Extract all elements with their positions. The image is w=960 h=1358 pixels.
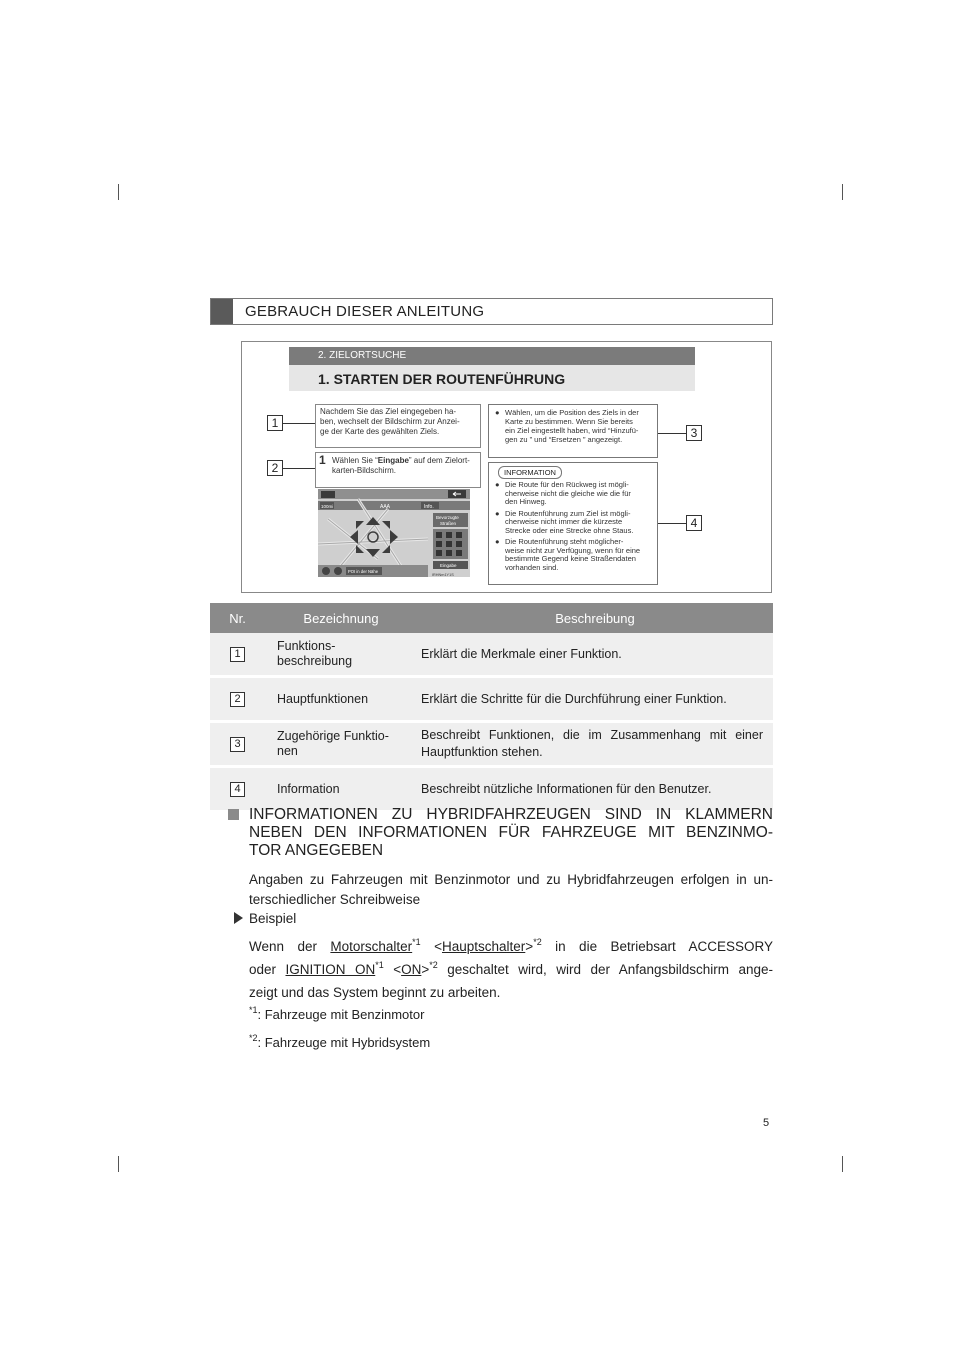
callout-leader [658, 433, 686, 434]
row-name: beschreibung [277, 654, 353, 668]
example-step-bold: Eingabe [377, 456, 409, 465]
crop-mark-bottom-right [842, 1156, 843, 1172]
example-related-line: Wählen, um die Position des Ziels in der [505, 408, 639, 417]
map-preferred-label: Bevorzugte [436, 515, 459, 520]
heading-line: NEBEN DEN INFORMATIONEN FÜR FAHRZEUGE MIT BENZINMO- [249, 824, 773, 841]
crop-mark-top-left [118, 184, 119, 200]
example-step-number: 1 [319, 453, 326, 467]
row-number-box: 4 [230, 782, 245, 797]
info-item [495, 508, 652, 536]
example-line: zeigt und das System beginnt zu arbeiten. [249, 985, 501, 1000]
callout-4: 4 [686, 515, 702, 531]
map-poi-label: POI in der Nähe [348, 569, 379, 574]
row-description: Hauptfunktion stehen. [421, 745, 543, 759]
footnote-ref: *2 [429, 960, 438, 970]
text: > [525, 939, 534, 954]
example-step-line: karten-Bildschirm. [332, 466, 397, 475]
text: < [383, 962, 402, 977]
bullet-icon: ● [495, 408, 500, 417]
legend-table [210, 603, 773, 813]
column-header: Bezeichnung [265, 603, 417, 633]
heading-line: INFORMATIONEN ZU HYBRIDFAHRZEUGEN SIND IN KLAMMERN [249, 806, 773, 823]
info-line: cherweise nicht immer die kürzeste [505, 517, 623, 526]
table-row [210, 633, 773, 677]
example-related-line: Karte zu bestimmen. Wenn Sie bereits [505, 417, 633, 426]
map-enter-button-label: Eingabe [440, 563, 457, 568]
text: in die Betriebsart ACCESSORY [541, 939, 773, 954]
example-line [249, 958, 773, 981]
row-name: nen [277, 744, 298, 758]
paragraph-line: Angaben zu Fahrzeugen mit Benzinmotor und zu Hybridfahrzeugen erfolgen in un- [249, 872, 773, 887]
info-line: Die Routenführung zum Ziel ist mögli- [505, 508, 631, 518]
example-main-step [315, 452, 481, 488]
example-function-description [315, 404, 481, 448]
map-aaa-label: AAA [380, 504, 391, 510]
map-roads-label: Straßen [440, 521, 457, 526]
row-description: Beschreibt nützliche Informationen für den Benutzer. [421, 781, 712, 796]
table-row [210, 677, 773, 722]
example-related-functions [488, 404, 658, 458]
text: geschaltet wird, wird der Anfangsbildschirm ange- [437, 962, 773, 977]
info-line: Die Route für den Rückweg ist mögli- [505, 480, 629, 489]
crop-mark-top-right [842, 184, 843, 200]
paragraph-line: terschiedlicher Schreibweise [249, 892, 421, 907]
info-line: cherweise nicht die gleiche wie die für [505, 488, 631, 498]
footnote-2 [249, 1035, 430, 1050]
footnote-ref: *2 [533, 937, 542, 947]
section-header [210, 298, 773, 325]
example-label [234, 911, 296, 926]
bullet-icon: ● [495, 480, 500, 489]
column-header: Nr. [210, 603, 265, 633]
info-line: Strecke oder eine Strecke ohne Staus. [505, 525, 634, 535]
heading-line: TOR ANGEGEBEN [249, 842, 384, 859]
table-row [210, 722, 773, 767]
row-name: Zugehörige Funktio- [277, 729, 389, 743]
callout-leader [283, 468, 315, 469]
footnote-text: : Fahrzeuge mit Benzinmotor [257, 1007, 425, 1022]
term-ignition-on: IGNITION ON [285, 962, 376, 977]
row-description: Beschreibt Funktionen, die im Zusammenhang mit einer [421, 728, 763, 742]
row-name: Hauptfunktionen [277, 691, 369, 706]
example-desc-line: Nachdem Sie das Ziel eingegeben ha- [320, 407, 457, 416]
term-on: ON [401, 962, 422, 977]
column-header: Beschreibung [417, 603, 773, 633]
table-header-row [210, 603, 773, 633]
row-name: Funktions- [277, 639, 336, 653]
example-desc-line: ben, wechselt der Bildschirm zur Anzei- [320, 417, 460, 426]
row-number-box: 1 [230, 647, 245, 662]
map-image-code: IRHNm1Y1S [432, 573, 454, 577]
example-desc-line: ge der Karte des gewählten Ziels. [320, 427, 440, 436]
intro-paragraph [249, 870, 773, 910]
example-title-bar: 1. STARTEN DER ROUTENFÜHRUNG [289, 365, 695, 391]
footnote-1 [249, 1007, 424, 1022]
example-step-line [332, 456, 476, 466]
callout-3: 3 [686, 425, 702, 441]
example-step-text: ” auf dem Zielort- [408, 456, 470, 465]
section-header-bar [211, 299, 233, 324]
triangle-bullet-icon [234, 912, 243, 924]
footnote-mark: *1 [249, 1005, 258, 1015]
row-description: Erklärt die Merkmale einer Funktion. [421, 646, 622, 661]
row-name: Information [277, 781, 340, 796]
info-line: bestimmte Gegend keine Straßendaten [505, 554, 636, 563]
bullet-icon: ● [495, 508, 500, 518]
map-scale-label: 100mi [321, 504, 334, 509]
crop-mark-bottom-left [118, 1156, 119, 1172]
example-map-screenshot [318, 489, 470, 577]
info-item [495, 537, 652, 572]
example-text [249, 935, 773, 1004]
callout-2: 2 [267, 460, 283, 476]
page-number: 5 [763, 1117, 770, 1129]
text: Wenn der [249, 939, 331, 954]
info-line: weise nicht zur Verfügung, wenn für eine [505, 545, 641, 555]
callout-1: 1 [267, 415, 283, 431]
example-line [249, 935, 773, 958]
row-number-box: 3 [230, 737, 245, 752]
info-line: vorhanden sind. [505, 562, 559, 572]
footnote-ref: *1 [412, 937, 421, 947]
term-hauptschalter: Hauptschalter [442, 939, 526, 954]
text: > [421, 962, 430, 977]
heading-square-icon [228, 809, 239, 820]
example-chapter-bar: 2. ZIELORTSUCHE [289, 347, 695, 365]
info-line: den Hinweg. [505, 497, 547, 506]
row-number-box: 2 [230, 692, 245, 707]
map-screen-graphic [318, 489, 470, 577]
example-label-text: Beispiel [249, 911, 297, 926]
info-line: Die Routenführung steht möglicher- [505, 537, 624, 546]
text: < [420, 939, 442, 954]
map-menu-icon [321, 491, 335, 498]
map-info-label: Info. [424, 504, 434, 510]
example-step-text: Wählen Sie “ [332, 456, 378, 465]
section-title: GEBRAUCH DIESER ANLEITUNG [245, 303, 485, 320]
callout-leader [658, 523, 686, 524]
example-related-line: ein Ziel eingestellt haben, wird “Hinzufü- [505, 426, 639, 435]
callout-leader [283, 423, 315, 424]
text: oder [249, 962, 286, 977]
example-information [488, 462, 658, 585]
term-motorschalter: Motorschalter [330, 939, 413, 954]
info-item [495, 480, 652, 507]
row-description: Erklärt die Schritte für die Durchführung einer Funktion. [421, 691, 727, 706]
information-tag: INFORMATION [498, 466, 562, 479]
table-row [210, 767, 773, 812]
example-related-line: gen zu ” und “Ersetzen ” angezeigt. [505, 435, 623, 444]
bullet-icon: ● [495, 537, 500, 546]
footnote-mark: *2 [249, 1033, 258, 1043]
footnote-ref: *1 [375, 960, 384, 970]
footnote-text: : Fahrzeuge mit Hybridsystem [257, 1035, 431, 1050]
